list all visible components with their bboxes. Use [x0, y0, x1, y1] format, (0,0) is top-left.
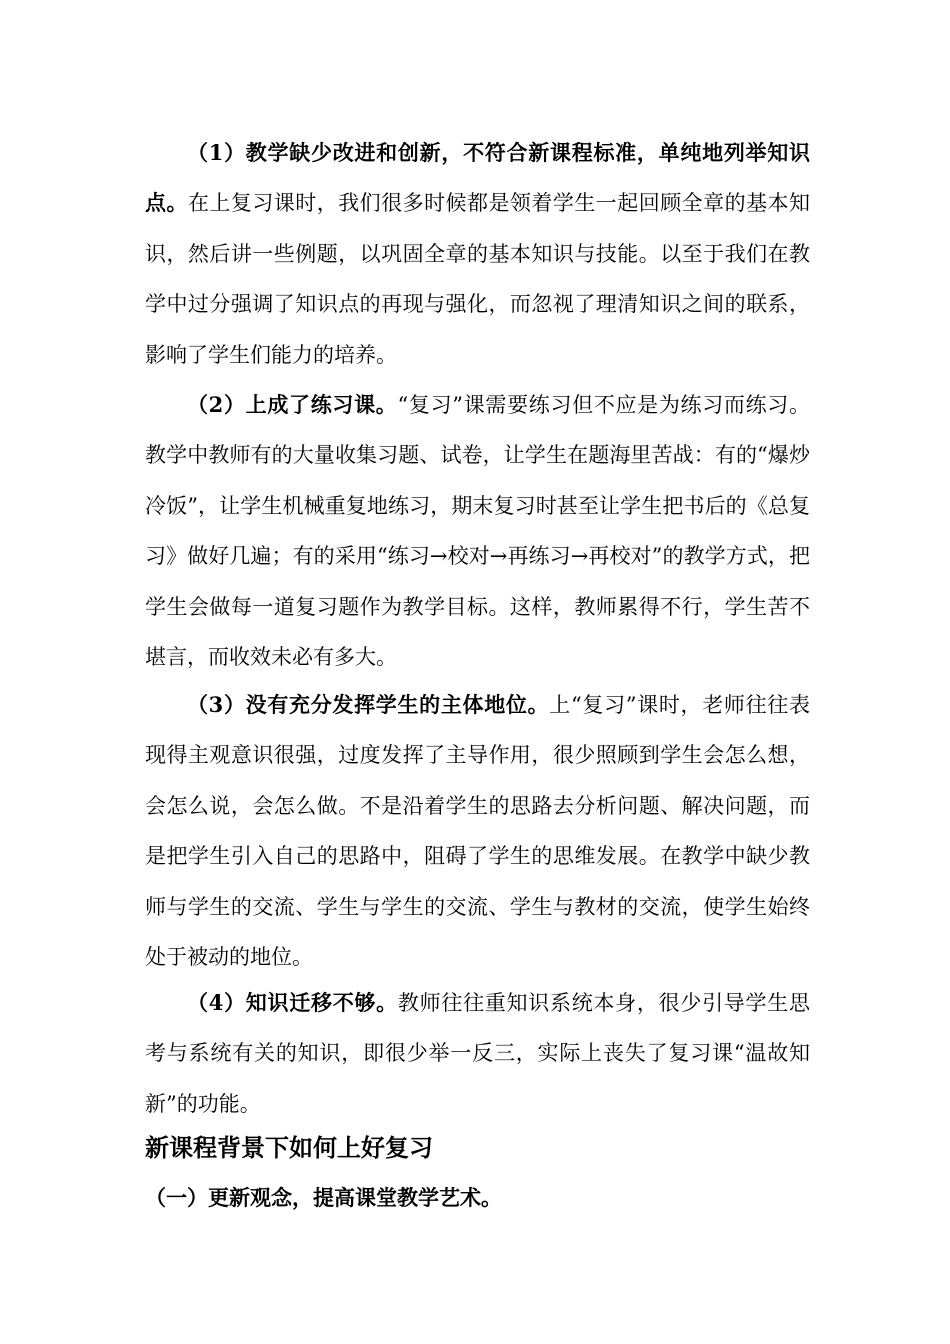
paragraph-1-body: 在上复习课时，我们很多时候都是领着学生一起回顾全章的基本知识，然后讲一些例题，以巩固全章的基本知识与技能。以至于我们在教学中过分强调了知识点的再现与强化，而忽视了理清知识之间的联系，影响了学生们能力的培养。 — [145, 191, 811, 367]
section-heading: 新课程背景下如何上好复习 — [145, 1134, 433, 1162]
paragraph-1 — [145, 128, 810, 380]
paragraph-3-body: 上“复习”课时，老师往往表现得主观意识很强，过度发挥了主导作用，很少照顾到学生会怎么想，会怎么说，会怎么做。不是沿着学生的思路去分析问题、解决问题，而是把学生引入自己的思路中，阻碍了学生的思维发展。在教学中缺少教师与学生的交流、学生与学生的交流、学生与教材的交流，使学生始终处于被动的地位。 — [145, 693, 810, 970]
paragraph-4-lead: （4）知识迁移不够。 — [187, 990, 398, 1015]
paragraph-2-lead: （2）上成了练习课。 — [187, 392, 398, 417]
paragraph-4-body: 教师往往重知识系统本身，很少引导学生思考与系统有关的知识，即很少举一反三，实际上丧失了复习课“温故知新”的功能。 — [145, 991, 810, 1116]
paragraph-3-lead: （3）没有充分发挥学生的主体地位。 — [187, 692, 550, 717]
paragraph-2-body: “复习”课需要练习但不应是为练习而练习。教学中教师有的大量收集习题、试卷，让学生在题海里苦战：有的“爆炒冷饭”，让学生机械重复地练习，期末复习时甚至让学生把书后的《总复习》做好几遍；有的采用“练习→校对→再练习→再校对”的教学方式，把学生会做每一道复习题作为教学目标。这样，教师累得不行，学生苦不堪言，而收效未必有多大。 — [145, 393, 810, 670]
paragraph-2 — [145, 380, 810, 682]
paragraph-3 — [145, 680, 810, 982]
paragraph-1-lead: （1）教学缺少改进和创新，不符合新课程标准，单纯地列举知识点。 — [145, 140, 810, 216]
paragraph-4 — [145, 978, 810, 1129]
section-subheading: （一）更新观念，提高课堂教学艺术。 — [145, 1185, 502, 1210]
